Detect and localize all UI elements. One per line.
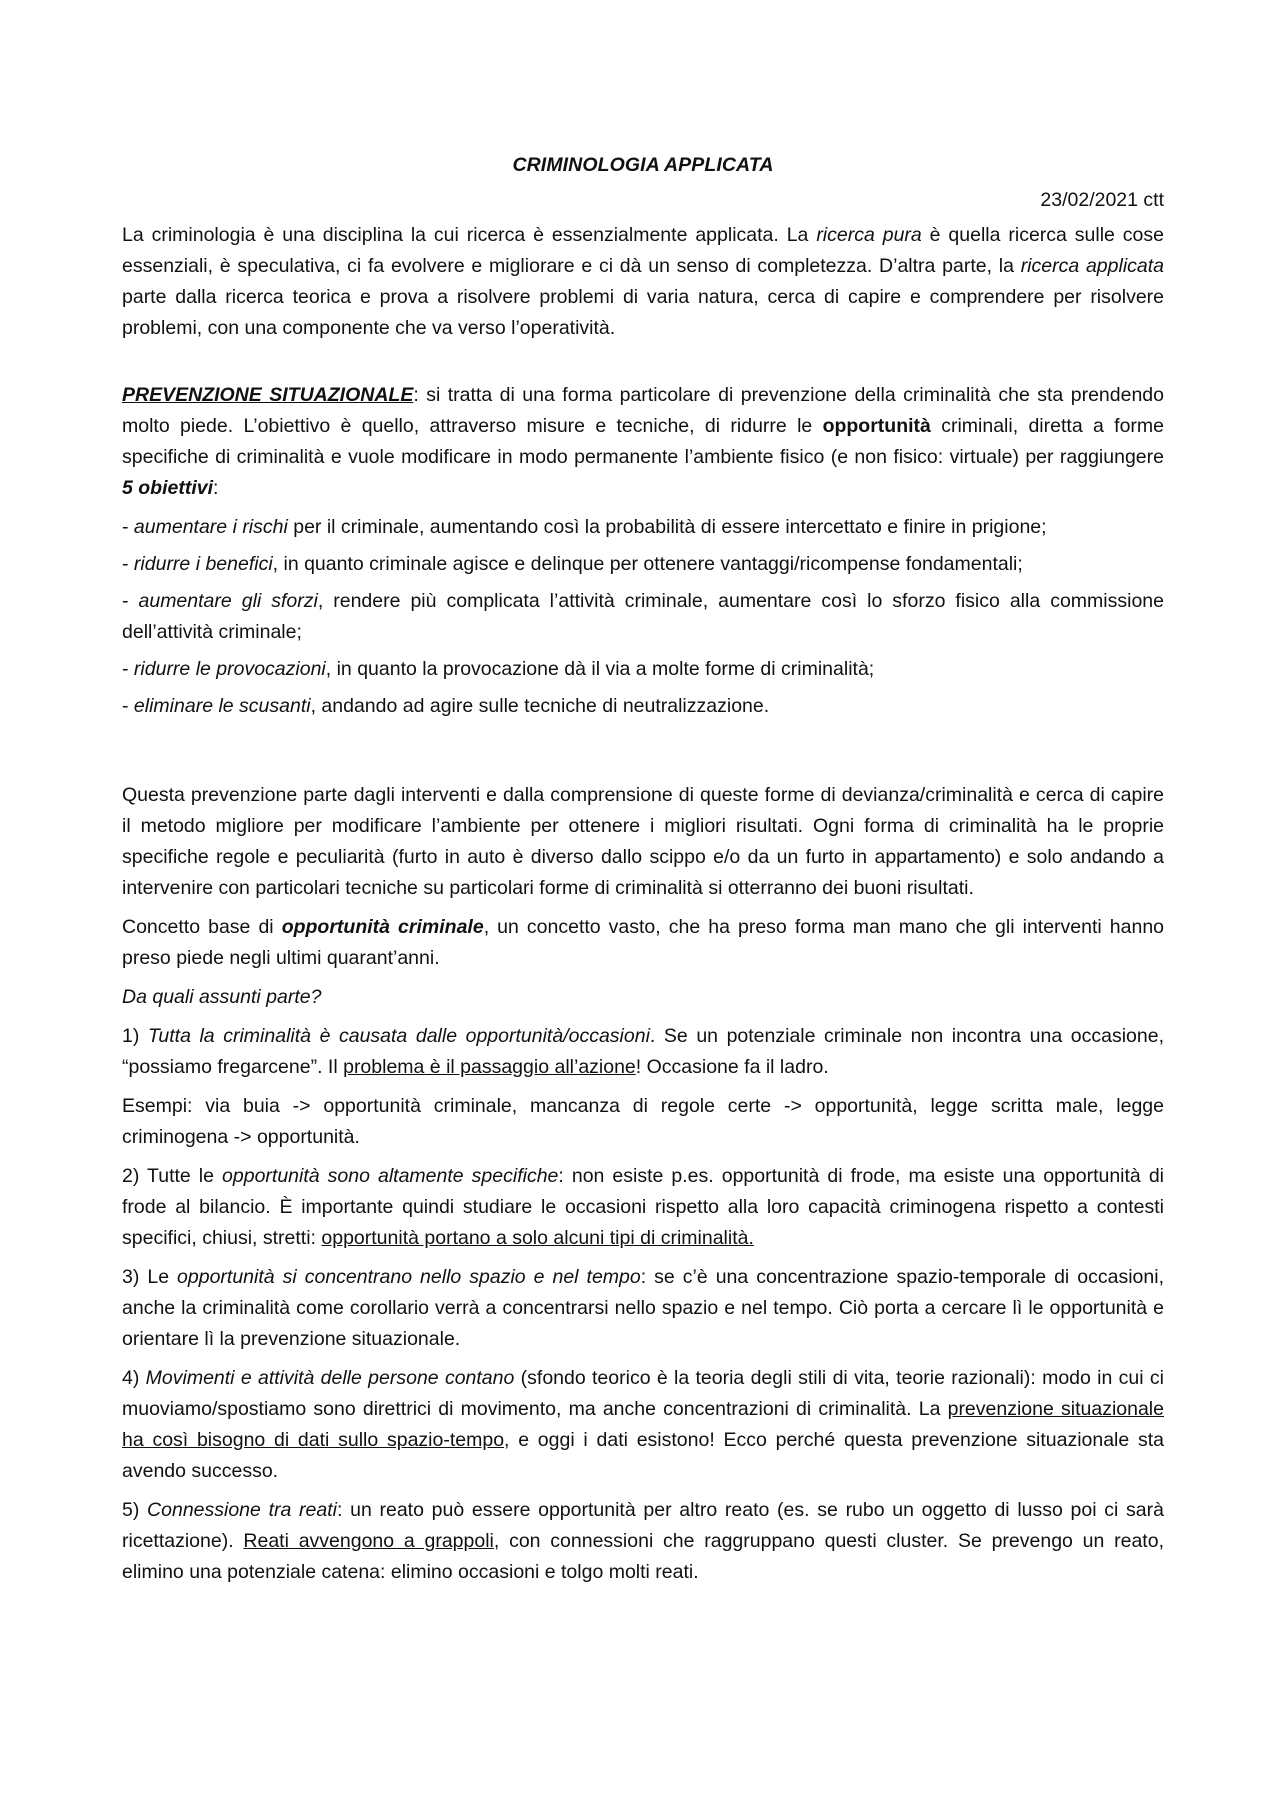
list-item (122, 549, 1164, 580)
assunto-number: 3) Le (122, 1266, 178, 1288)
assunto-text: (sfondo teorico è la teoria degli stili di vita, teorie razionali): modo in cui ci muoviamo/spostiamo sono direttrici di movimento, ma anche concentrazioni di criminalità. La (122, 1367, 1164, 1420)
question-text: Da quali assunti parte? (122, 986, 322, 1008)
intro-text-3: parte dalla ricerca teorica e prova a risolvere problemi di varia natura, cerca di capire e comprendere per risolvere problemi, con una componente che va verso l’operatività. (122, 286, 1164, 339)
term-opportunita: opportunità (822, 415, 931, 437)
spacer (122, 344, 1164, 380)
assunto-text: . Se un potenziale criminale non incontra una occasione, “possiamo fregarcene”. Il (122, 1025, 1165, 1078)
obiettivi-list (122, 512, 1164, 722)
assunto-text: , con connessioni che raggruppano questi cluster. Se prevengo un reato, elimino una potenziale catena: elimino occasioni e tolgo molti reati. (122, 1530, 1164, 1583)
intro-text-1: La criminologia è una disciplina la cui ricerca è essenzialmente applicata. La (122, 224, 817, 246)
assunto-1 (122, 1021, 1164, 1083)
question-line (122, 982, 1164, 1013)
assunto-number: 2) Tutte le (122, 1165, 223, 1187)
esempi-paragraph: Esempi: via buia -> opportunità criminale, mancanza di regole certe -> opportunità, legge scritta male, legge criminogena -> opportunità. (122, 1095, 1164, 1148)
list-item (122, 586, 1164, 648)
bullet-dash: - (122, 516, 134, 538)
prevenzione-paragraph (122, 380, 1164, 504)
assunto-term: Connessione tra reati (147, 1499, 337, 1521)
obiettivo-text: per il criminale, aumentando così la probabilità di essere intercettato e finire in prigione; (287, 516, 1047, 538)
list-item (122, 512, 1164, 543)
obiettivo-text: , in quanto la provocazione dà il via a molte forme di criminalità; (325, 658, 875, 680)
concetto-text-2: , un concetto vasto, che ha preso forma man mano che gli interventi hanno preso piede negli ultimi quarant’anni. (122, 916, 1165, 969)
concetto-text-1: Concetto base di (122, 916, 282, 938)
obiettivo-term: aumentare i rischi (133, 516, 288, 538)
assunto-3 (122, 1262, 1164, 1355)
term-ricerca-pura: ricerca pura (816, 224, 922, 246)
obiettivo-text: , in quanto criminale agisce e delinque per ottenere vantaggi/ricompense fondamentali; (272, 553, 1023, 575)
assunto-text: , e oggi i dati esistono! Ecco perché questa prevenzione situazionale sta avendo successo. (122, 1429, 1165, 1482)
list-item (122, 654, 1164, 685)
questa-paragraph: Questa prevenzione parte dagli interventi e dalla comprensione di queste forme di devianza/criminalità e cerca di capire il metodo migliore per modificare l’ambiente per ottenere i migliori risultati. Ogni forma di criminalità ha le proprie specifiche regole e peculiarità (furto in auto è diverso dallo scippo e/o da un furto in appartamento) e solo andando a intervenire con particolari tecniche su particolari forme di criminalità si otterranno dei buoni risultati. (122, 784, 1164, 899)
prevenzione-text-3: : (213, 477, 219, 499)
assunto-4 (122, 1363, 1164, 1487)
assunto-term: opportunità si concentrano nello spazio e nel tempo (177, 1266, 641, 1288)
bullet-dash: - (122, 553, 134, 575)
intro-text-2: è quella ricerca sulle cose essenziali, è speculativa, ci fa evolvere e migliorare e ci dà un senso di completezza. D’altra parte, la (122, 224, 1164, 277)
assunto-text: : se c’è una concentrazione spazio-temporale di occasioni, anche la criminalità come corollario verrà a concentrarsi nello spazio e nel tempo. Ciò porta a cercare lì le opportunità e orientare lì la prevenzione situazionale. (122, 1266, 1164, 1350)
obiettivo-term: ridurre le provocazioni (133, 658, 326, 680)
assunto-text: ! Occasione fa il ladro. (635, 1056, 829, 1078)
obiettivo-term: ridurre i benefici (133, 553, 273, 575)
assunto-number: 4) (122, 1367, 146, 1389)
assunto-5 (122, 1495, 1164, 1588)
assunto-underlined: Reati avvengono a grappoli (243, 1530, 494, 1552)
assunto-text: : un reato può essere opportunità per altro reato (es. se rubo un oggetto di lusso poi ci sarà ricettazione). (122, 1499, 1164, 1552)
assunto-underlined: opportunità portano a solo alcuni tipi di criminalità. (321, 1227, 754, 1249)
prevenzione-text-2: criminali, diretta a forme specifiche di criminalità e vuole modificare in modo permanente l’ambiente fisico (e non fisico: virtuale) per raggiungere (122, 415, 1165, 468)
obiettivo-term: aumentare gli sforzi (138, 590, 318, 612)
assunto-text: : non esiste p.es. opportunità di frode, ma esiste una opportunità di frode al bilancio. È importante quindi studiare le occasioni rispetto alla loro capacità criminogena rispetto a contesti specifici, chiusi, stretti: (122, 1165, 1165, 1249)
assunto-number: 5) (122, 1499, 148, 1521)
bullet-dash: - (122, 695, 134, 717)
term-ricerca-applicata: ricerca applicata (1020, 255, 1165, 277)
obiettivo-term: eliminare le scusanti (133, 695, 311, 717)
concetto-paragraph (122, 912, 1164, 974)
assunto-underlined: prevenzione situazionale ha così bisogno di dati sullo spazio-tempo (122, 1398, 1164, 1451)
bullet-dash: - (122, 590, 139, 612)
obiettivo-text: , andando ad agire sulle tecniche di neutralizzazione. (310, 695, 770, 717)
assunto-term: Tutta la criminalità è causata dalle opportunità/occasioni (147, 1025, 650, 1047)
assunto-2 (122, 1161, 1164, 1254)
document-title: CRIMINOLOGIA APPLICATA (512, 154, 774, 176)
list-item (122, 691, 1164, 722)
assunto-term: opportunità sono altamente specifiche (222, 1165, 559, 1187)
bullet-dash: - (122, 658, 134, 680)
assunto-underlined: problema è il passaggio all’azione (343, 1056, 636, 1078)
section-heading-prevenzione: PREVENZIONE SITUAZIONALE (122, 384, 414, 406)
spacer (122, 728, 1164, 780)
document-date: 23/02/2021 ctt (1040, 189, 1164, 211)
term-5-obiettivi: 5 obiettivi (122, 477, 214, 499)
term-opportunita-criminale: opportunità criminale (281, 916, 484, 938)
assunto-term: Movimenti e attività delle persone contano (145, 1367, 515, 1389)
assunto-number: 1) (122, 1025, 148, 1047)
obiettivo-text: , rendere più complicata l’attività criminale, aumentare così lo sforzo fisico alla commissione dell’attività criminale; (122, 590, 1164, 643)
intro-paragraph (122, 220, 1164, 344)
prevenzione-text-1: : si tratta di una forma particolare di prevenzione della criminalità che sta prendendo molto piede. L’obiettivo è quello, attraverso misure e tecniche, di ridurre le (122, 384, 1164, 437)
